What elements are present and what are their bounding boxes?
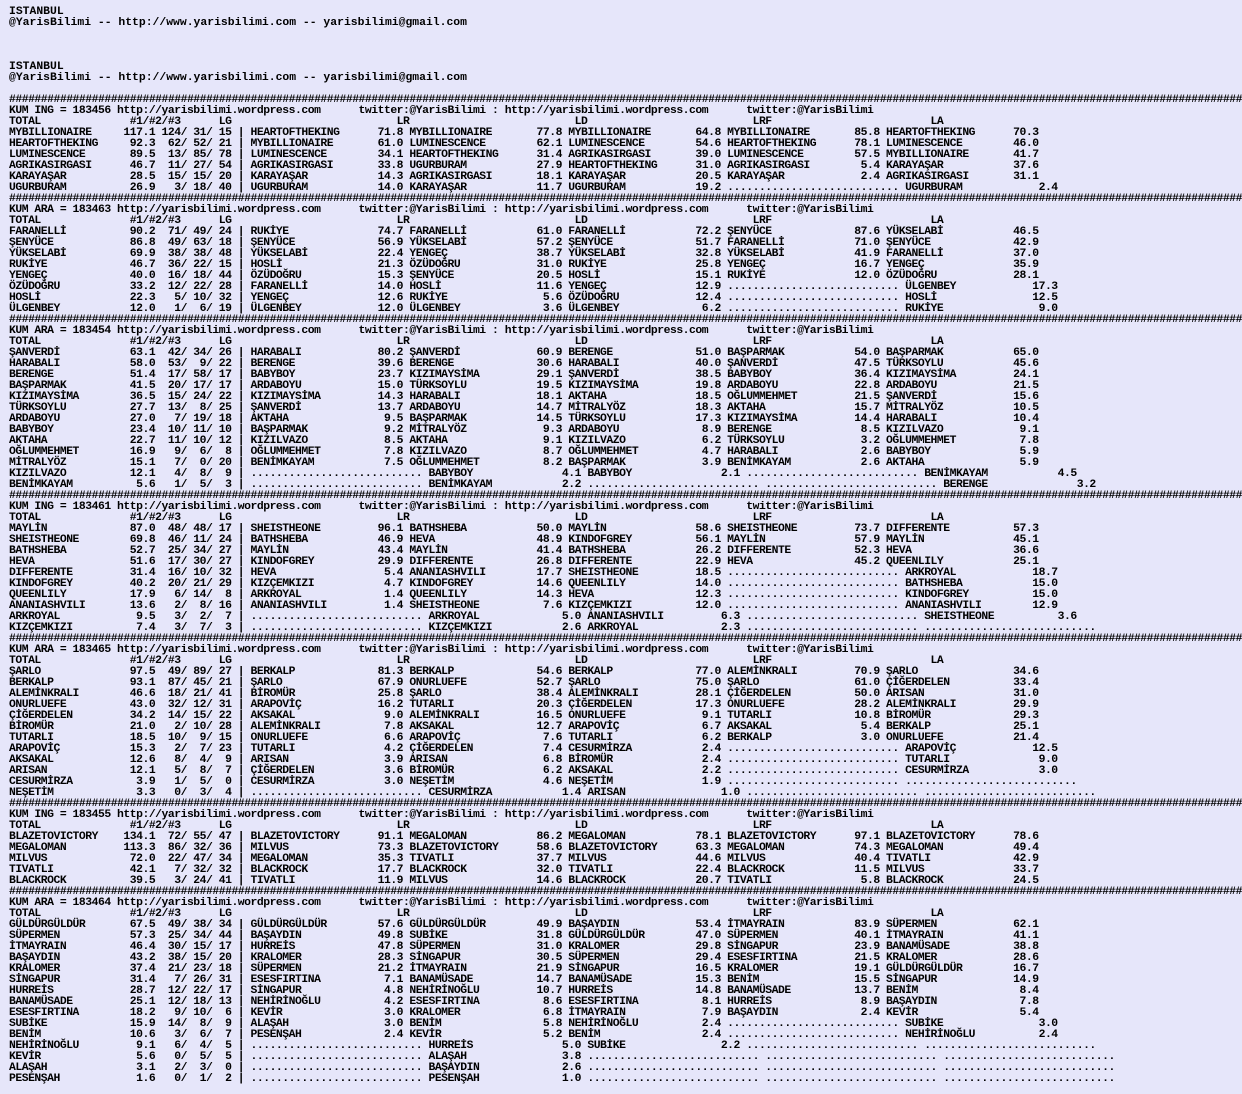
top-header [9, 7, 1083, 29]
header-contact-repeat: @YarisBilimi -- http://www.yarisbilimi.com -- yarisbilimi@gmail.com [9, 72, 467, 84]
header-city-repeat: ISTANBUL [9, 61, 64, 73]
race-report-text: ################################################################################################################################################################################################## KUM ING = 183456 http://yarisbilimi.wordpress.com twitter:@YarisBilimi : http://yarisbilimi.wordpress.com twitter:@YarisBilimi TOTAL #1/#2/#3 LG LR LD LRF LA MYBILLIONAIRE 117.1 124/ 31/ 15 | HEARTOFTHEKING 71.8 MYBILLIONAIRE 77.8 MYBILLIONAIRE 64.8 MYBILLIONAIRE 85.8 HEARTOFTHEKING 70.3 HEARTOFTHEKING 92.3 62/ 52/ 21 | MYBILLIONAIRE 61.0 LUMINESCENCE 62.1 LUMINESCENCE 54.6 HEARTOFTHEKING 78.1 LUMINESCENCE 46.0 LUMINESCENCE 89.5 13/ 85/ 78 | LUMINESCENCE 34.1 HEARTOFTHEKING 31.4 AGRIKASIRGASI 39.0 LUMINESCENCE 57.5 MYBILLIONAIRE 41.7 AGRIKASIRGASI 46.7 11/ 27/ 54 | AGRIKASIRGASI 33.8 UGURBURAM 27.9 HEARTOFTHEKING 31.0 AGRIKASIRGASI 5.4 KARAYAŞAR 37.6 KARAYAŞAR 28.5 15/ 15/ 20 | KARAYAŞAR 14.3 AGRIKASIRGASI 18.1 KARAYAŞAR 20.5 KARAYAŞAR 2.4 AGRIKASIRGASI 31.1 UGURBURAM 26.9 3/ 18/ 40 | UGURBURAM 14.0 KARAYAŞAR 11.7 UGURBURAM 19.2 ........................... UGURBURAM 2.4 ################################################################################################################################################################################################## KUM ARA = 183463 http://yarisbilimi.wordpress.com twitter:@YarisBilimi : http://yarisbilimi.wordpress.com twitter:@YarisBilimi TOTAL #1/#2/#3 LG LR LD LRF LA FARANELLİ 90.2 71/ 49/ 24 | RUKİYE 74.7 FARANELLİ 61.0 FARANELLİ 72.2 ŞENYÜCE 87.6 YÜKSELABİ 46.5 ŞENYÜCE 86.8 49/ 63/ 18 | ŞENYÜCE 56.9 YÜKSELABİ 57.2 ŞENYÜCE 51.7 FARANELLİ 71.0 ŞENYÜCE 42.9 YÜKSELABİ 69.9 38/ 38/ 48 | YÜKSELABİ 22.4 YENGEÇ 38.7 YÜKSELABİ 32.8 YÜKSELABİ 41.9 FARANELLİ 37.0 RUKİYE 46.7 36/ 22/ 15 | HOSLİ 21.3 ÖZÜDOĞRU 31.0 RUKİYE 25.8 YENGEÇ 16.7 YENGEÇ 35.9 YENGEÇ 40.0 16/ 18/ 44 | ÖZÜDOĞRU 15.3 ŞENYÜCE 20.5 HOSLİ 15.1 RUKİYE 12.0 ÖZÜDOĞRU 28.1 ÖZÜDOĞRU 33.2 12/ 22/ 28 | FARANELLİ 14.0 HOSLİ 11.6 YENGEÇ 12.9 ........................... ÜLGENBEY 17.3 HOSLİ 22.3 5/ 10/ 32 | YENGEÇ 12.6 RUKİYE 5.6 ÖZÜDOĞRU 12.4 ........................... HOSLİ 12.5 ÜLGENBEY 12.0 1/ 6/ 19 | ÜLGENBEY 12.0 ÜLGENBEY 3.6 ÜLGENBEY 6.2 ........................... RUKİYE 9.0 ################################################################################################################################################################################################## KUM ARA = 183454 http://yarisbilimi.wordpress.com twitter:@YarisBilimi : http://yarisbilimi.wordpress.com twitter:@YarisBilimi TOTAL #1/#2/#3 LG LR LD LRF LA ŞANVERDİ 63.1 42/ 34/ 26 | HARABALI 80.2 ŞANVERDİ 60.9 BERENGE 51.0 BAŞPARMAK 54.0 BAŞPARMAK 65.0 HARABALI 58.0 53/ 9/ 22 | BERENGE 39.6 BERENGE 30.6 HARABALI 40.0 ŞANVERDİ 47.5 TÜRKSOYLU 45.6 BERENGE 51.4 17/ 58/ 17 | BABYBOY 23.7 KIZIMAYSİMA 29.1 ŞANVERDİ 38.5 BABYBOY 36.4 KIZIMAYSİMA 24.1 BAŞPARMAK 41.5 20/ 17/ 17 | ARDABOYU 15.0 TÜRKSOYLU 19.5 KIZIMAYSİMA 19.8 ARDABOYU 22.8 ARDABOYU 21.5 KIZIMAYSİMA 36.5 15/ 24/ 22 | KIZIMAYSİMA 14.3 HARABALI 18.1 AKTAHA 18.5 OĞLUMMEHMET 21.5 ŞANVERDİ 15.6 TÜRKSOYLU 27.7 13/ 8/ 25 | ŞANVERDİ 13.7 ARDABOYU 14.7 MİTRALYÖZ 18.3 AKTAHA 15.7 MİTRALYÖZ 10.5 ARDABOYU 27.0 7/ 19/ 18 | AKTAHA 9.5 BAŞPARMAK 14.5 TÜRKSOYLU 17.3 KIZIMAYSİMA 14.4 HARABALI 10.4 BABYBOY 23.4 10/ 11/ 10 | BAŞPARMAK 9.2 MİTRALYÖZ 9.3 ARDABOYU 8.9 BERENGE 8.5 KIZILVAZO 9.1 AKTAHA 22.7 11/ 10/ 12 | KIZILVAZO 8.5 AKTAHA 9.1 KIZILVAZO 6.2 TÜRKSOYLU 3.2 OĞLUMMEHMET 7.8 OĞLUMMEHMET 16.9 9/ 6/ 8 | OĞLUMMEHMET 7.8 KIZILVAZO 8.7 OĞLUMMEHMET 4.7 HARABALI 2.6 BABYBOY 5.9 MİTRALYÖZ 15.1 7/ 0/ 20 | BENİMKAYAM 7.5 OĞLUMMEHMET 8.2 BAŞPARMAK 3.9 BENİMKAYAM 2.6 AKTAHA 5.9 KIZILVAZO 12.1 4/ 8/ 9 | ........................... BABYBOY 4.1 BABYBOY 2.1 ........................... BENİMKAYAM 4.5 BENİMKAYAM 5.6 1/ 5/ 3 | ........................... BENİMKAYAM 2.2 ........................... ........................... BERENGE 3.2 ################################################################################################################################################################################################## KUM ING = 183461 http://yarisbilimi.wordpress.com twitter:@YarisBilimi : http://yarisbilimi.wordpress.com twitter:@YarisBilimi TOTAL #1/#2/#3 LG LR LD LRF LA MAYLİN 87.0 48/ 48/ 17 | SHEISTHEONE 96.1 BATHSHEBA 50.0 MAYLİN 58.6 SHEISTHEONE 73.7 DIFFERENTE 57.3 SHEISTHEONE 69.8 46/ 11/ 24 | BATHSHEBA 46.9 HEVA 48.9 KINDOFGREY 56.1 MAYLİN 57.9 MAYLİN 45.1 BATHSHEBA 52.7 25/ 34/ 27 | MAYLİN 43.4 MAYLİN 41.4 BATHSHEBA 26.2 DIFFERENTE 52.3 HEVA 36.6 HEVA 51.6 17/ 30/ 27 | KINDOFGREY 29.9 DIFFERENTE 26.8 DIFFERENTE 22.9 HEVA 45.2 QUEENLILY 25.1 DIFFERENTE 31.4 16/ 10/ 32 | HEVA 5.4 ANANIASHVILI 17.7 SHEISTHEONE 18.5 ........................... ARKROYAL 18.7 KINDOFGREY 40.2 20/ 21/ 29 | KIZÇEMKIZI 4.7 KINDOFGREY 14.6 QUEENLILY 14.0 ........................... BATHSHEBA 15.0 QUEENLILY 17.9 6/ 14/ 8 | ARKROYAL 1.4 QUEENLILY 14.3 HEVA 12.3 ........................... KINDOFGREY 15.0 ANANIASHVILI 13.6 2/ 8/ 16 | ANANIASHVILI 1.4 SHEISTHEONE 7.6 KIZÇEMKIZI 12.0 ........................... ANANIASHVILI 12.9 ARKROYAL 9.5 3/ 2/ 7 | ........................... ARKROYAL 5.0 ANANIASHVILI 6.3 ........................... SHEISTHEONE 3.6 KIZÇEMKIZI 7.4 3/ 7/ 3 | ........................... KIZÇEMKIZI 2.6 ARKROYAL 2.3 ........................... ........................... ################################################################################################################################################################################################## KUM ARA = 183465 http://yarisbilimi.wordpress.com twitter:@YarisBilimi : http://yarisbilimi.wordpress.com twitter:@YarisBilimi TOTAL #1/#2/#3 LG LR LD LRF LA ŞARLO 97.5 49/ 89/ 27 | BERKALP 81.3 BERKALP 54.6 BERKALP 77.0 ALEMİNKRALI 70.9 ŞARLO 34.6 BERKALP 93.1 87/ 45/ 21 | ŞARLO 67.9 ONURLUEFE 52.7 ŞARLO 75.0 ŞARLO 61.0 ÇİĞERDELEN 33.4 ALEMİNKRALI 46.6 18/ 21/ 41 | BİROMÜR 25.8 ŞARLO 38.4 ALEMİNKRALI 28.1 ÇİĞERDELEN 50.0 ARISAN 31.0 ONURLUEFE 43.0 32/ 12/ 31 | ARAPOVİÇ 16.2 TUTARLI 20.3 ÇİĞERDELEN 17.3 ONURLUEFE 28.2 ALEMİNKRALI 29.9 ÇİĞERDELEN 34.2 14/ 15/ 22 | AKSAKAL 9.0 ALEMİNKRALI 16.5 ONURLUEFE 9.1 TUTARLI 10.8 BİROMÜR 29.3 BİROMÜR 21.0 2/ 10/ 28 | ALEMİNKRALI 7.8 AKSAKAL 12.7 ARAPOVİÇ 6.7 AKSAKAL 5.4 BERKALP 25.1 TUTARLI 18.5 10/ 9/ 15 | ONURLUEFE 6.6 ARAPOVİÇ 7.6 TUTARLI 6.2 BERKALP 3.0 ONURLUEFE 21.4 ARAPOVİÇ 15.3 2/ 7/ 23 | TUTARLI 4.2 ÇİĞERDELEN 7.4 CESURMİRZA 2.4 ........................... ARAPOVİÇ 12.5 AKSAKAL 12.6 8/ 4/ 9 | ARISAN 3.9 ARISAN 6.8 BİROMÜR 2.4 ........................... TUTARLI 9.0 ARISAN 12.1 5/ 8/ 7 | ÇİĞERDELEN 3.6 BİROMÜR 6.2 AKSAKAL 2.2 ........................... CESURMİRZA 3.0 CESURMİRZA 3.9 1/ 5/ 0 | CESURMİRZA 3.0 NEŞETİM 4.6 NEŞETİM 1.9 ........................... ........................... NEŞETİM 3.3 0/ 3/ 4 | ........................... CESURMİRZA 1.4 ARISAN 1.0 ........................... ........................... ################################################################################################################################################################################################## KUM ING = 183455 http://yarisbilimi.wordpress.com twitter:@YarisBilimi : http://yarisbilimi.wordpress.com twitter:@YarisBilimi TOTAL #1/#2/#3 LG LR LD LRF LA BLAZETOVICTORY 134.1 72/ 55/ 47 | BLAZETOVICTORY 91.1 MEGALOMAN 86.2 MEGALOMAN 78.1 BLAZETOVICTORY 97.1 BLAZETOVICTORY 78.6 MEGALOMAN 113.3 86/ 32/ 36 | MILVUS 73.3 BLAZETOVICTORY 58.6 BLAZETOVICTORY 63.3 MEGALOMAN 74.3 MEGALOMAN 49.4 MILVUS 72.0 22/ 47/ 34 | MEGALOMAN 35.3 TIVATLI 37.7 MILVUS 44.6 MILVUS 40.4 TIVATLI 42.9 TIVATLI 42.1 7/ 32/ 32 | BLACKROCK 17.7 BLACKROCK 32.0 TIVATLI 22.4 BLACKROCK 11.5 MILVUS 33.7 BLACKROCK 39.5 3/ 24/ 41 | TIVATLI 11.9 MILVUS 14.6 BLACKROCK 20.7 TIVATLI 5.8 BLACKROCK 24.5 ################################################################################################################################################################################################## KUM ARA = 183464 http://yarisbilimi.wordpress.com twitter:@YarisBilimi : http://yarisbilimi.wordpress.com twitter:@YarisBilimi TOTAL #1/#2/#3 LG LR LD LRF LA GÜLDÜRGÜLDÜR 67.5 49/ 38/ 34 | GÜLDÜRGÜLDÜR 57.6 GÜLDÜRGÜLDÜR 49.9 BAŞAYDIN 53.4 İTMAYRAIN 83.9 SÜPERMEN 62.1 SÜPERMEN 57.3 25/ 34/ 44 | BAŞAYDIN 49.8 SUBİKE 31.8 GÜLDÜRGÜLDÜR 47.0 SÜPERMEN 40.1 İTMAYRAIN 41.1 İTMAYRAIN 46.4 30/ 15/ 17 | HURREİS 47.8 SÜPERMEN 31.0 KRALOMER 29.8 SİNGAPUR 23.9 BANAMÜSADE 38.8 BAŞAYDIN 43.2 38/ 15/ 20 | KRALOMER 28.3 SİNGAPUR 30.5 SÜPERMEN 29.4 ESESFIRTINA 21.5 KRALOMER 28.6 KRALOMER 37.4 21/ 23/ 18 | SÜPERMEN 21.2 İTMAYRAIN 21.9 SİNGAPUR 16.5 KRALOMER 19.1 GÜLDÜRGÜLDÜR 16.7 SİNGAPUR 31.4 7/ 26/ 31 | ESESFIRTINA 7.1 BANAMÜSADE 14.7 BANAMÜSADE 15.3 BENİM 15.5 SİNGAPUR 14.9 HURREİS 28.7 12/ 22/ 17 | SİNGAPUR 4.8 NEHİRİNOĞLU 10.7 HURREİS 14.8 BANAMÜSADE 13.7 BENİM 8.4 BANAMÜSADE 25.1 12/ 18/ 13 | NEHİRİNOĞLU 4.2 ESESFIRTINA 8.6 ESESFIRTINA 8.1 HURREİS 8.9 BAŞAYDIN 7.8 ESESFIRTINA 18.2 9/ 10/ 6 | KEVİR 3.0 KRALOMER 6.8 İTMAYRAIN 7.9 BAŞAYDIN 2.4 KEVİR 5.4 SUBİKE 15.9 14/ 8/ 9 | ALAŞAH 3.0 BENİM 5.8 NEHİRİNOĞLU 2.4 ........................... SUBİKE 3.0 BENİM 10.6 3/ 6/ 7 | PESENŞAH 2.4 KEVİR 5.2 BENİM 2.4 ........................... NEHİRİNOĞLU 2.4 NEHİRİNOĞLU 9.1 6/ 4/ 5 | ........................... HURREİS 5.0 SUBİKE 2.2 ........................... ........................... KEVİR 5.6 0/ 5/ 5 | ........................... ALAŞAH 3.8 ........................... ........................... ........................... ALAŞAH 3.1 2/ 3/ 0 | ........................... BAŞAYDIN 2.6 ........................... ........................... ........................... PESENŞAH 1.6 0/ 1/ 2 | ........................... PESENŞAH 1.0 ........................... ........................... ........................... [9, 94, 1242, 1085]
second-header [9, 62, 1083, 84]
header-contact: @YarisBilimi -- http://www.yarisbilimi.com -- yarisbilimi@gmail.com [9, 17, 467, 29]
header-city: ISTANBUL [9, 6, 64, 18]
